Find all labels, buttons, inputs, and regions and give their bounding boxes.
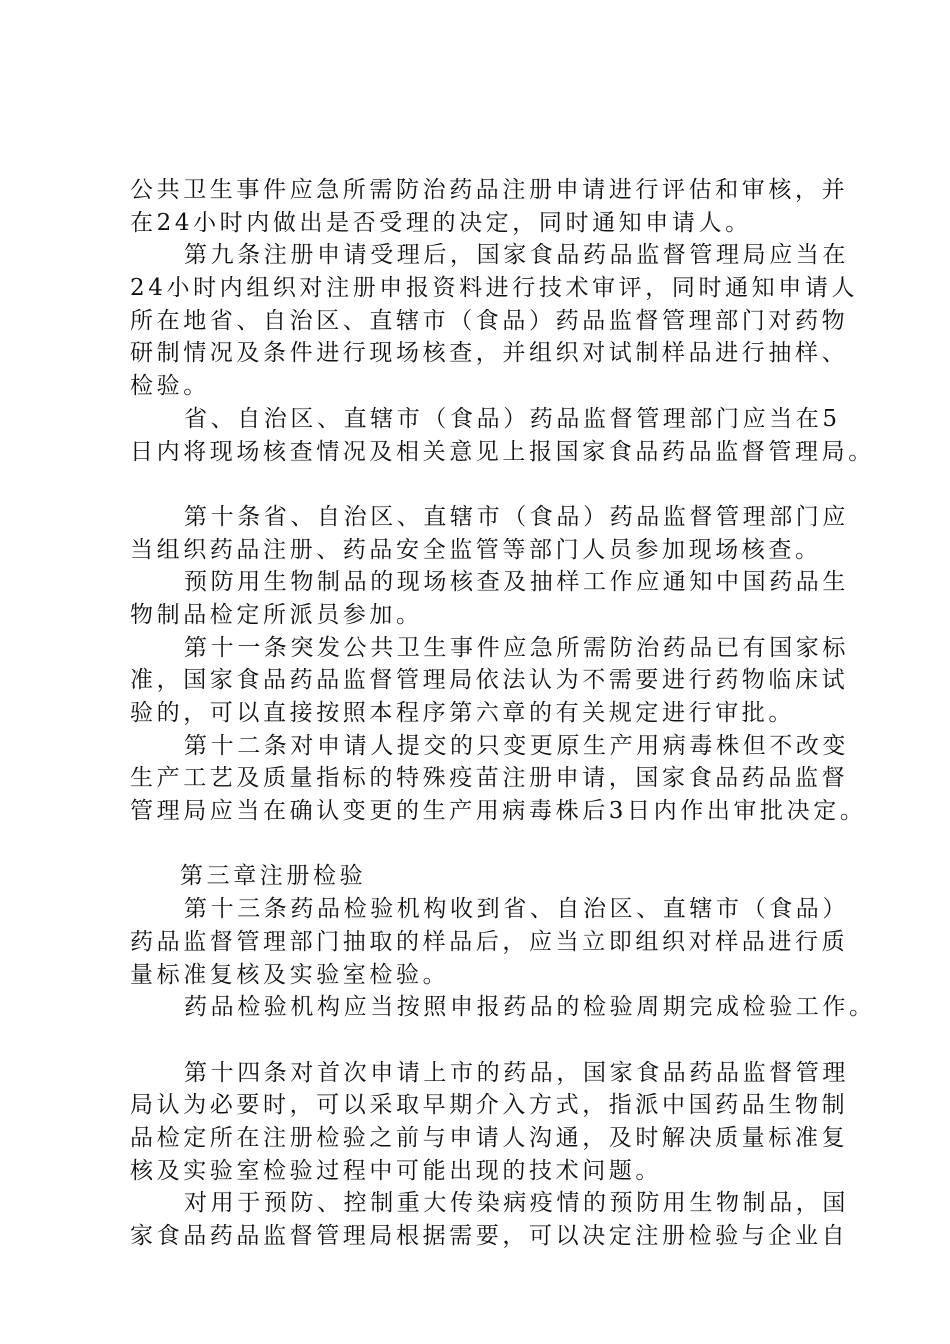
paragraph-line: 在24小时内做出是否受理的决定，同时通知申请人。 xyxy=(130,209,752,236)
paragraph-line: 检验。 xyxy=(130,373,210,400)
paragraph-line: 研制情况及条件进行现场核查，并组织对试制样品进行抽样、 xyxy=(130,340,849,367)
paragraph-first-line: 药品检验机构应当按照申报药品的检验周期完成检验工作。 xyxy=(184,994,876,1021)
paragraph-line: 核及实验室检验过程中可能出现的技术问题。 xyxy=(130,1157,662,1184)
paragraph-first-line: 第九条注册申请受理后，国家食品药品监督管理局应当在 xyxy=(184,242,849,269)
chapter-heading: 第三章注册检验 xyxy=(180,863,367,890)
paragraph-line: 物制品检定所派员参加。 xyxy=(130,601,423,628)
blank-line xyxy=(130,1024,830,1057)
paragraph-line: 家食品药品监督管理局根据需要，可以决定注册检验与企业自 xyxy=(130,1223,849,1249)
paragraph-line: 局认为必要时，可以采取早期介入方式，指派中国药品生物制 xyxy=(130,1092,849,1119)
paragraph-line: 公共卫生事件应急所需防治药品注册申请进行评估和审核，并 xyxy=(130,177,849,203)
paragraph-first-line: 第十三条药品检验机构收到省、自治区、直辖市（食品） xyxy=(184,896,849,923)
paragraph-line: 管理局应当在确认变更的生产用病毒株后3日内作出审批决定。 xyxy=(130,798,867,825)
paragraph-line: 生产工艺及质量指标的特殊疫苗注册申请，国家食品药品监督 xyxy=(130,765,849,792)
paragraph-line: 验的，可以直接按照本程序第六章的有关规定进行审批。 xyxy=(130,700,795,726)
paragraph-line: 所在地省、自治区、直辖市（食品）药品监督管理部门对药物 xyxy=(130,307,849,334)
paragraph-first-line: 第十四条对首次申请上市的药品，国家食品药品监督管理 xyxy=(184,1059,849,1086)
paragraph-line: 当组织药品注册、药品安全监管等部门人员参加现场核查。 xyxy=(130,536,822,563)
paragraph-line: 品检定所在注册检验之前与申请人沟通，及时解决质量标准复 xyxy=(130,1124,849,1151)
paragraph-first-line: 省、自治区、直辖市（食品）药品监督管理部门应当在5 xyxy=(184,405,841,432)
paragraph-line: 日内将现场核查情况及相关意见上报国家食品药品监督管理局。 xyxy=(130,438,875,465)
paragraph-first-line: 第十一条突发公共卫生事件应急所需防治药品已有国家标 xyxy=(184,634,849,661)
paragraph-line: 量标准复核及实验室检验。 xyxy=(130,961,450,988)
paragraph-line: 药品监督管理部门抽取的样品后，应当立即组织对样品进行质 xyxy=(130,928,849,955)
blank-line xyxy=(130,468,830,501)
paragraph-first-line: 第十二条对申请人提交的只变更原生产用病毒株但不改变 xyxy=(184,732,849,759)
paragraph-line: 准，国家食品药品监督管理局依法认为不需要进行药物临床试 xyxy=(130,667,849,694)
blank-line xyxy=(130,828,830,861)
document-body xyxy=(130,174,876,1253)
paragraph-first-line: 第十条省、自治区、直辖市（食品）药品监督管理部门应 xyxy=(184,503,849,530)
paragraph-first-line: 预防用生物制品的现场核查及抽样工作应通知中国药品生 xyxy=(184,569,849,596)
paragraph-line: 24小时内组织对注册申报资料进行技术审评，同时通知申请人 xyxy=(130,275,859,302)
paragraph-first-line: 对用于预防、控制重大传染病疫情的预防用生物制品，国 xyxy=(184,1190,849,1217)
